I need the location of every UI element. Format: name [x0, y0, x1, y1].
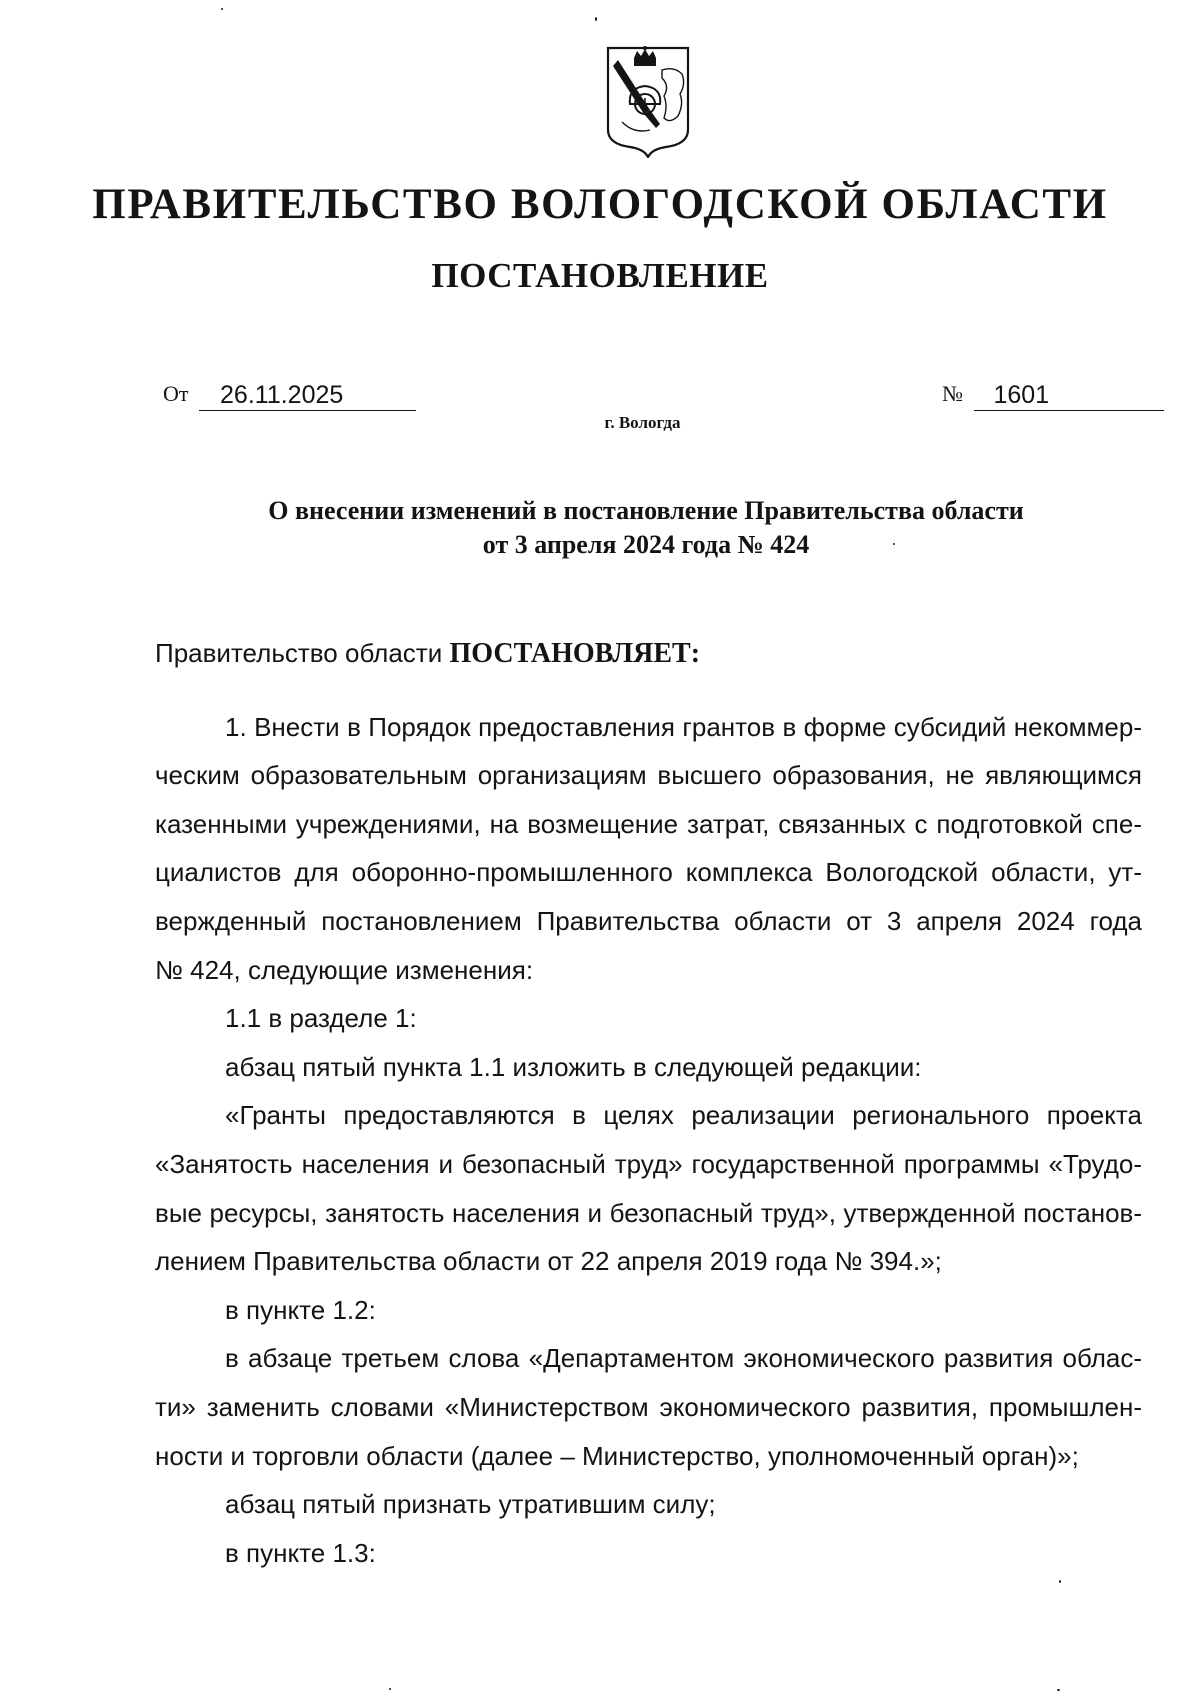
text-line: абзац пятый признать утратившим силу;: [225, 1489, 716, 1520]
paragraph-section-1: [155, 994, 1142, 1043]
text-line: абзац пятый пункта 1.1 изложить в следующей редакции:: [225, 1051, 922, 1082]
text-line: в абзаце третьем слова «Департаментом экономического развития облас-: [225, 1343, 1142, 1374]
text-line: № 424, следующие изменения:: [155, 954, 534, 985]
subject-line: от 3 апреля 2024 года № 424: [482, 530, 810, 559]
scan-speck: [221, 8, 223, 10]
text-line: казенными учреждениями, на возмещение затрат, связанных с подготовкой спе-: [155, 808, 1142, 839]
paragraph-abzac-1-1: [155, 1043, 1142, 1092]
date-value: 26.11.2025: [199, 380, 416, 411]
text-line: ности и торговли области (далее – Министерство, уполномоченный орган)»;: [155, 1440, 1079, 1471]
scan-speck: [1057, 1689, 1060, 1691]
resolution-intro: [155, 629, 1142, 679]
paragraph-quote: [155, 1091, 1142, 1285]
text-line: 1. Внести в Порядок предоставления грантов в форме субсидий некоммер-: [225, 711, 1142, 742]
text-line: в пункте 1.2:: [225, 1294, 376, 1325]
scan-speck: [389, 1688, 391, 1690]
text-line: циалистов для оборонно-промышленного комплекса Вологодской области, ут-: [155, 857, 1142, 888]
text-line: «Гранты предоставляются в целях реализации регионального проекта: [225, 1100, 1142, 1131]
date-prefix: От: [163, 381, 189, 406]
text-line: ти» заменить словами «Министерством экономического развития, промышлен-: [155, 1391, 1142, 1422]
document-date: [163, 377, 416, 411]
vologda-coat-of-arms-icon: [604, 44, 692, 158]
number-prefix: №: [942, 381, 963, 406]
document-number: [942, 377, 1164, 411]
text-line: «Занятость населения и безопасный труд» государственной программы «Трудо-: [155, 1148, 1142, 1179]
paragraph-abzac-5: [155, 1480, 1142, 1529]
paragraph-item-1: [155, 703, 1142, 995]
scan-speck: [595, 17, 597, 21]
paragraph-point-1-2: [155, 1286, 1142, 1335]
government-title: ПРАВИТЕЛЬСТВО ВОЛОГОДСКОЙ ОБЛАСТИ: [92, 181, 1108, 228]
document-subject: [0, 494, 1200, 562]
text-line: ческим образовательным организациям высшего образования, не являющимся: [155, 760, 1142, 791]
text-line: в пункте 1.3:: [225, 1537, 376, 1568]
text-line: лением Правительства области от 22 апреля 2019 года № 394.»;: [155, 1246, 942, 1277]
document-type: ПОСТАНОВЛЕНИЕ: [431, 256, 769, 295]
text-line: вые ресурсы, занятость населения и безопасный труд», утвержденной постанов-: [155, 1197, 1142, 1228]
number-value: 1601: [974, 380, 1164, 411]
scan-speck: [893, 543, 895, 545]
document-body: [155, 629, 1142, 1577]
resolves-prefix: Правительство области: [155, 638, 443, 668]
resolves-word: ПОСТАНОВЛЯЕТ:: [449, 638, 701, 669]
text-line: 1.1 в разделе 1:: [225, 1003, 417, 1034]
city: г. Вологда: [604, 413, 681, 432]
paragraph-abzac-3: [155, 1334, 1142, 1480]
scan-speck: [1059, 1580, 1061, 1583]
subject-line: О внесении изменений в постановление Правительства области: [268, 496, 1024, 525]
text-line: вержденный постановлением Правительства области от 3 апреля 2024 года: [155, 905, 1142, 936]
paragraph-point-1-3: [155, 1529, 1142, 1578]
